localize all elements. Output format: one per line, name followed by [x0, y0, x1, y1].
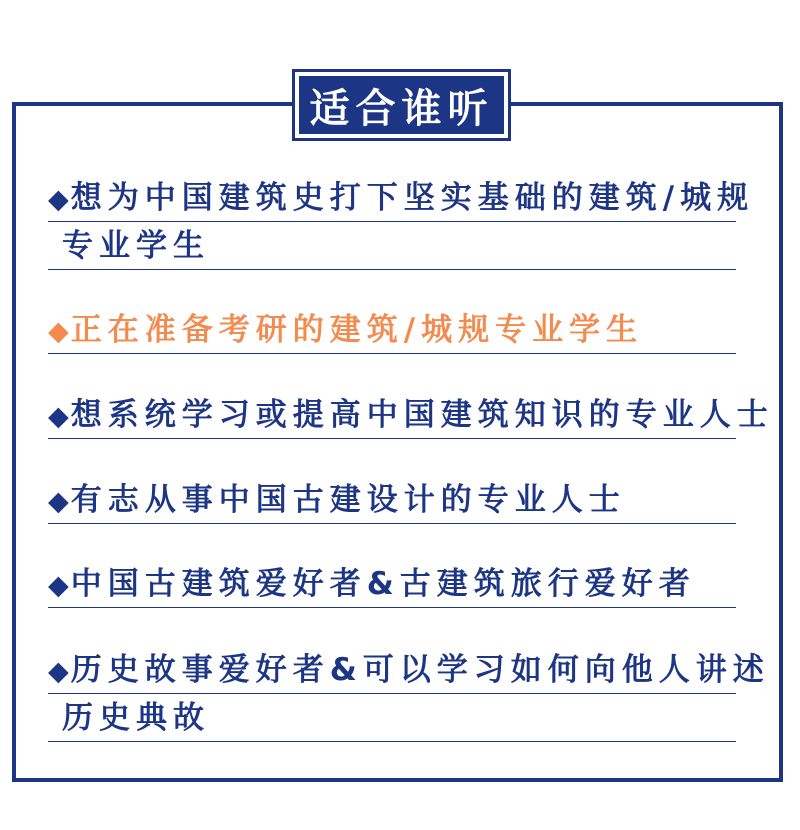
diamond-bullet-icon: ◆	[48, 570, 69, 601]
list-item-2	[48, 306, 736, 354]
page-title: 适合谁听	[299, 76, 504, 134]
list-item-line: ◆想为中国建筑史打下坚实基础的建筑/城规	[48, 174, 736, 222]
list-item-line: ◆中国古建筑爱好者&古建筑旅行爱好者	[48, 560, 736, 608]
list-item-4	[48, 476, 736, 524]
title-badge	[292, 69, 511, 141]
diamond-bullet-icon: ◆	[48, 316, 69, 347]
list-item-5	[48, 560, 736, 608]
diamond-bullet-icon: ◆	[48, 656, 69, 687]
diamond-bullet-icon: ◆	[48, 184, 69, 215]
list-item-3	[48, 391, 774, 439]
list-item-line: ◆正在准备考研的建筑/城规专业学生	[48, 306, 736, 354]
diamond-bullet-icon: ◆	[48, 401, 69, 432]
list-item-line: 专业学生	[48, 222, 736, 270]
list-item-6	[48, 646, 770, 742]
list-item-1	[48, 174, 755, 270]
list-item-line: 历史典故	[48, 694, 736, 742]
diamond-bullet-icon: ◆	[48, 486, 69, 517]
list-item-line: ◆想系统学习或提高中国建筑知识的专业人士	[48, 391, 736, 439]
list-item-line: ◆历史故事爱好者&可以学习如何向他人讲述	[48, 646, 736, 694]
list-item-line: ◆有志从事中国古建设计的专业人士	[48, 476, 736, 524]
